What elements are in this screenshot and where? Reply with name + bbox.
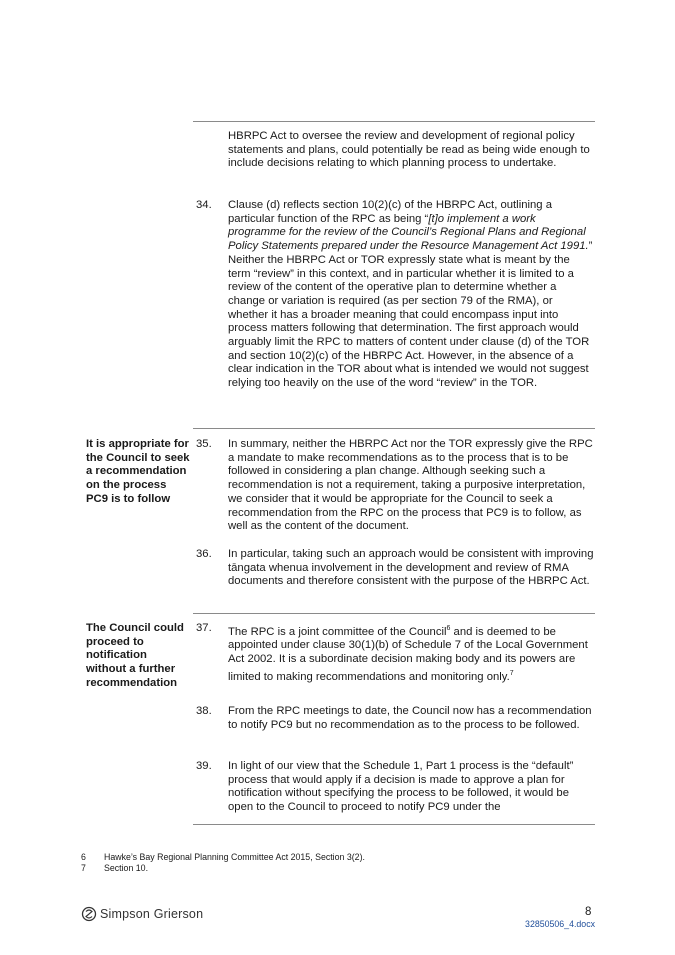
paragraph-number: 37. [196, 622, 212, 634]
firm-logo [81, 906, 203, 922]
paragraph-39: In light of our view that the Schedule 1, Part 1 process is the “default” process that would apply if a decision is made to approve a plan for notification without specifying the process to be followed, it would be open to the Council to proceed to notify PC9 under the [228, 760, 574, 814]
section-divider [193, 428, 595, 429]
paragraph-34-quote: [t]o implement a work programme for the review of the Council’s Regional Plans and Regional Policy Statements prepared under the Resource Management Act 1991. [228, 212, 589, 253]
footnote-text: Hawke’s Bay Regional Planning Committee Act 2015, Section 3(2). [104, 852, 365, 862]
margin-heading: It is appropriate for the Council to seek a recommendation on the process PC9 is to follow [86, 438, 190, 505]
paragraph-36: In particular, taking such an approach would be consistent with improving tāngata whenua involvement in the development and review of RMA documents and therefore consistent with the purpose of the HBRPC Act. [228, 548, 594, 588]
paragraph-33-continued: HBRPC Act to oversee the review and development of regional policy statements and plans, could potentially be read as being wide enough to include decisions relating to which planning process to undertake. [228, 130, 590, 170]
paragraph-number: 34. [196, 199, 212, 211]
footnote-text: Section 10. [104, 863, 149, 873]
firm-name: Simpson Grierson [100, 907, 204, 921]
document-reference: 32850506_4.docx [525, 919, 595, 929]
footnote-number: 7 [81, 863, 86, 873]
footnote-number: 6 [81, 852, 86, 862]
paragraph-number: 38. [196, 705, 212, 717]
simpson-grierson-logo-icon [81, 906, 97, 922]
margin-heading: The Council could proceed to notification without a further recommendation [86, 622, 184, 689]
paragraph-38: From the RPC meetings to date, the Council now has a recommendation to notify PC9 but no recommendation as to the process to be followed. [228, 705, 592, 731]
paragraph-number: 35. [196, 438, 212, 450]
paragraph-37-text-a: The RPC is a joint committee of the Council [228, 625, 447, 638]
section-divider [193, 121, 595, 122]
paragraph-37 [228, 622, 594, 684]
paragraph-number: 39. [196, 760, 212, 772]
paragraph-34 [228, 199, 594, 391]
section-divider [193, 613, 595, 614]
paragraph-37-text-b: and is deemed to be appointed under clause 30(1)(b) of Schedule 7 of the Local Government Act 2002. It is a subordinate decision making body and its powers are limited to making recommendations and monitoring only. [228, 625, 588, 683]
section-divider [193, 824, 595, 825]
paragraph-35: In summary, neither the HBRPC Act nor the TOR expressly give the RPC a mandate to make recommendations as to the process that is to be followed in considering a plan change. Although seeking such a recommendation is not a requirement, taking a purposive interpretation, we consider that it would be appropriate for the Council to seek a recommendation from the RPC on the process that PC9 is to follow, as well as the content of the document. [228, 438, 593, 533]
paragraph-34-text-b: ” Neither the HBRPC Act or TOR expressly state what is meant by the term “review” in this context, and in particular whether it is limited to a review of the content of the operative plan to determine whether a change or variation is required (as per section 79 of the RMA), or whether it has a broader meaning that could encompass input into process matters following that determination. The first approach would arguably limit the RPC to matters of content under clause (d) of the TOR and section 10(2)(c) of the HBRPC Act. However, in the absence of a clear indication in the TOR about what is intended we would not suggest relying too heavily on the use of the word “review” in the TOR. [228, 240, 593, 390]
paragraph-34-text-a: Clause (d) reflects section 10(2)(c) of the HBRPC Act, outlining a particular function of the RPC as being “ [228, 199, 552, 225]
paragraph-number: 36. [196, 548, 212, 560]
footnote-reference[interactable]: 6 [446, 625, 451, 632]
footnote-reference[interactable]: 7 [509, 669, 514, 677]
page-number: 8 [585, 906, 592, 918]
